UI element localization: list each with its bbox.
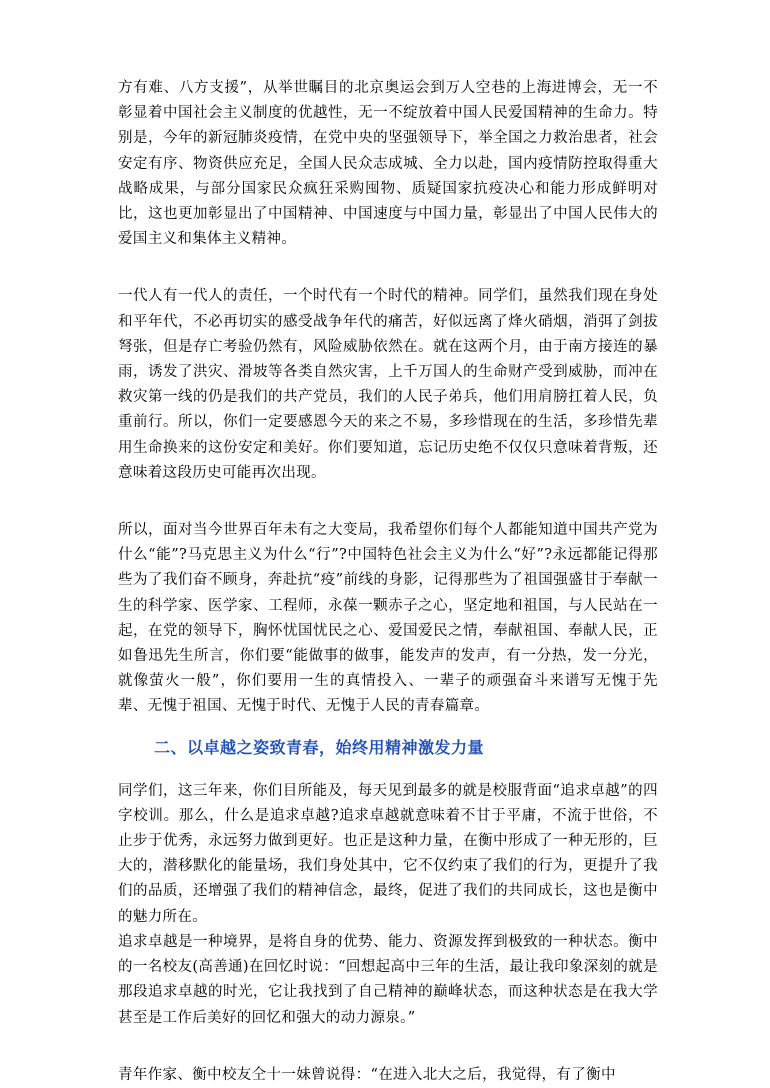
paragraph-3: 所以，面对当今世界百年未有之大变局，我希望你们每个人都能知道中国共产党为什么“能”?马克思主义为什么“行”?中国特色社会主义为什么“好”?永远都能记得那些为了我们奋不顾身，奔赴抗“疫”前线的身影，记得那些为了祖国强盛甘于奉献一生的科学家、医学家、工程师，永葆一颗赤子之心，坚定地和祖国，与人民站在一起，在党的领导下，胸怀忧国忧民之心、爱国爱民之情，奉献祖国、奉献人民，正如鲁迅先生所言，你们要“能做事的做事，能发声的发声，有一分热，发一分光，就像萤火一般”，你们要用一生的真情投入、一辈子的顽强奋斗来谱写无愧于先辈、无愧于祖国、无愧于时代、无愧于人民的青春篇章。 <box>118 522 658 715</box>
paragraph-gap <box>118 252 658 284</box>
paragraph-2: 一代人有一代人的责任，一个时代有一个时代的精神。同学们，虽然我们现在身处和平年代，不必再切实的感受战争年代的痛苦，好似远离了烽火硝烟，消弭了剑拔弩张，但是存亡考验仍然有，风险威胁依然在。就在这两个月，由于南方接连的暴雨，诱发了洪灾、滑坡等各类自然灾害，上千万国人的生命财产受到威胁，而冲在救灾第一线的仍是我们的共产党员，我们的人民子弟兵，他们用肩膀扛着人民，负重前行。所以，你们一定要感恩今天的来之不易，多珍惜现在的生活，多珍惜先辈用生命换来的这份安定和美好。你们要知道，忘记历史绝不仅仅只意味着背叛，还意味着这段历史可能再次出现。 <box>118 288 658 481</box>
section-heading: 二、以卓越之姿致青春，始终用精神激发力量 <box>154 737 485 757</box>
document-page <box>118 76 658 1088</box>
paragraph-1: 方有难、八方支援”，从举世瞩目的北京奥运会到万人空巷的上海进博会，无一不彰显着中国社会主义制度的优越性，无一不绽放着中国人民爱国精神的生命力。特别是，今年的新冠肺炎疫情，在党中央的坚强领导下，举全国之力救治患者，社会安定有序、物资供应充足，全国人民众志成城、全力以赴，国内疫情防控取得重大战略成果，与部分国家民众疯狂采购囤物、质疑国家抗疫决心和能力形成鲜明对比，这也更加彰显出了中国精神、中国速度与中国力量，彰显出了中国人民伟大的爱国主义和集体主义精神。 <box>118 80 658 248</box>
paragraph-gap <box>118 486 658 518</box>
paragraph-gap <box>118 1031 658 1063</box>
paragraph-5: 青年作家、衡中校友仝十一妹曾说得：“在进入北大之后，我觉得，有了衡中 <box>118 1066 616 1083</box>
paragraph-4: 同学们，这三年来，你们目所能及，每天见到最多的就是校服背面“追求卓越”的四字校训。那么，什么是追求卓越?追求卓越就意味着不甘于平庸，不流于世俗，不止步于优秀，永远努力做到更好。也正是这种力量，在衡中形成了一种无形的，巨大的，潜移默化的能量场，我们身处其中，它不仅约束了我们的行为，更提升了我们的品质，还增强了我们的精神信念，最终，促进了我们的共同成长，这也是衡中的魅力所在。 追求卓越是一种境界，是将自身的优势、能力、资源发挥到极致的一种状态。衡中的一名校友(高善通)在回忆时说：“回想起高中三年的生活，最让我印象深刻的就是那段追求卓越的时光，它让我找到了自己精神的巅峰状态，而这种状态是在我大学甚至是工作后美好的回忆和强大的动力源泉。” <box>118 782 658 1026</box>
section-gap <box>118 720 658 735</box>
section-gap <box>118 761 658 779</box>
